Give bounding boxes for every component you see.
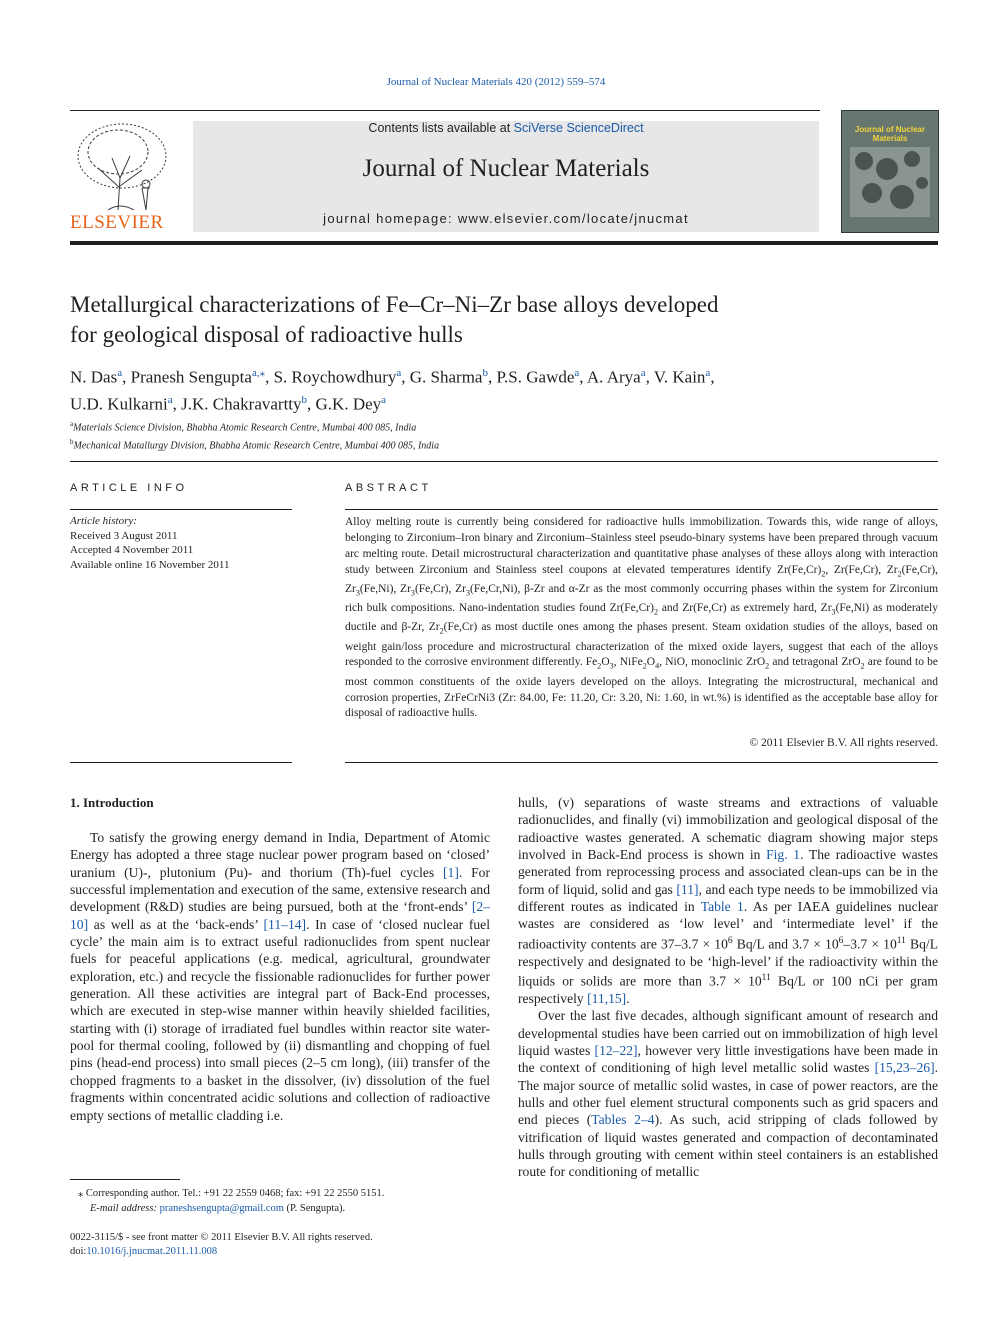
article-info-rule	[70, 509, 292, 510]
sciencedirect-link[interactable]: SciVerse ScienceDirect	[513, 121, 644, 135]
issn-line: 0022-3115/$ - see front matter © 2011 Elsevier B.V. All rights reserved.	[70, 1232, 373, 1243]
body-column-right	[518, 794, 938, 1181]
author[interactable]: S. Roychowdhury	[273, 367, 397, 387]
article-info-heading: ARTICLE INFO	[70, 482, 188, 494]
citation-link[interactable]: [11,15]	[587, 990, 627, 1006]
journal-name: Journal of Nuclear Materials	[362, 155, 650, 182]
title-line-1: Metallurgical characterizations of Fe–Cr–Ni–Zr base alloys developed	[70, 292, 719, 317]
table-link[interactable]: Table 1	[700, 899, 744, 915]
journal-cover-image	[841, 110, 939, 233]
accepted-date: Accepted 4 November 2011	[70, 544, 194, 556]
email-link[interactable]: praneshsengupta@gmail.com	[159, 1203, 284, 1214]
contents-prefix: Contents lists available at	[368, 121, 514, 135]
author-affil-sup[interactable]: a	[117, 367, 123, 379]
body-column-left	[70, 829, 490, 1124]
author[interactable]: N. Das	[70, 367, 118, 387]
citation-link[interactable]: [12–22]	[594, 1042, 638, 1058]
body-paragraph: To satisfy the growing energy demand in India, Department of Atomic Energy has adopted a three stage nuclear power program based on ‘closed’ uranium (U)-, plutonium (Pu)- and thorium (Th)-fuel cycles [1]. For successful implementation and execution of the same, extensive research and development (R&D) studies are being pursued, both at the ‘front-ends’ [2–10] as well as at the ‘back-ends’ [11–14]. In case of ‘closed nuclear fuel cycle’ the main aim is to extract useful radionuclides from spent nuclear fuels for peaceful applications (e.g. medical, agricultural, groundwater exploration, etc.) and recycle the fissionable radionuclides for further power generation. All these activities are integral part of Back-End processes, which are executed in step-wise manner within heavily shielded facilities, starting with (i) storage of irradiated fuel bundles within reactor site water-pool for thermal cooling, followed by (ii) dismantling and chopping of fuel pins (head-end process) into small pieces (2–5 cm long), (iii) transfer of the chopped fragments to a basket in the dissolver, (iv) dissolution of the fuel fragments within concentrated acidic solutions and collection of radioactive empty sections of metallic cladding i.e.	[70, 830, 491, 1123]
received-date: Received 3 August 2011	[70, 529, 178, 542]
author-affil-sup[interactable]: a	[396, 367, 402, 379]
section-rule	[70, 461, 938, 462]
author[interactable]: V. Kain	[653, 367, 706, 387]
cover-title: Journal of Nuclear Materials	[854, 125, 926, 143]
title-line-2: for geological disposal of radioactive hulls	[70, 322, 463, 347]
homepage-url[interactable]: www.elsevier.com/locate/jnucmat	[457, 211, 689, 226]
affiliation-sup: b	[70, 438, 74, 447]
email-line	[70, 1201, 384, 1216]
author[interactable]: G. Sharma	[409, 367, 483, 387]
affiliation-text: Materials Science Division, Bhabha Atomic Research Centre, Mumbai 400 085, India	[73, 422, 417, 434]
journal-citation[interactable]: Journal of Nuclear Materials 420 (2012) 559–574	[386, 76, 606, 88]
author[interactable]: U.D. Kulkarni	[70, 394, 168, 414]
figure-link[interactable]: Fig. 1	[766, 847, 801, 863]
homepage-prefix: journal homepage:	[323, 211, 458, 226]
doi-link[interactable]: 10.1016/j.jnucmat.2011.11.008	[86, 1246, 218, 1257]
history-label: Article history:	[70, 515, 137, 527]
author[interactable]: P.S. Gawde	[496, 367, 575, 387]
affiliation	[70, 417, 439, 435]
affiliation-sup: a	[70, 420, 74, 428]
journal-banner	[193, 121, 819, 232]
author-affil-sup[interactable]: a	[167, 393, 173, 406]
author-affil-sup[interactable]: b	[301, 393, 308, 406]
doi-line	[70, 1245, 373, 1259]
author-list: N. Das$^a$, Pranesh Sengupta$^{a,⁎}$, S. Roychowdhury$^a$, G. Sharma$^b$, P.S. Gawde$^a$, A. Arya$^a$, V. Kain$^a$, U.D. Kulkarni$^a$, J.K. Chakravartty$^b$, G.K. Dey$^a$	[70, 367, 715, 414]
doi-label: doi:	[70, 1246, 87, 1257]
author-affil-sup[interactable]: a	[381, 393, 387, 406]
author-affil-sup[interactable]: a,⁎	[251, 367, 266, 379]
contents-line	[193, 121, 819, 135]
publisher-name: ELSEVIER	[70, 212, 164, 233]
affiliation	[70, 435, 439, 453]
author-affil-sup[interactable]: a	[640, 367, 646, 379]
abstract-rule	[345, 509, 938, 510]
author-affil-sup[interactable]: b	[482, 367, 488, 379]
author[interactable]: Pranesh Sengupta	[130, 367, 252, 387]
abstract-rule-bottom	[345, 762, 938, 763]
citation-link[interactable]: [11]	[676, 881, 699, 897]
footnote	[70, 1186, 384, 1216]
table-link[interactable]: Tables 2–4	[591, 1112, 655, 1128]
abstract-text: Alloy melting route is currently being considered for radioactive hulls immobilization. Towards this, wide range of alloys, belonging to Zirconium–Iron binary and Zirconium–Stainless steel pseudo-binary systems have been prepared through vacuum arc melting route. Detail microstructural characterization and quantitative phase analyses of these alloys along with interaction study between Zirconium and Stainless steel coupons at elevated temperatures identify $Zr(Fe,Cr)_2$, Zr(Fe,Cr), $Zr_2(Fe,Cr)$, $Zr_3(Fe,Ni)$, $Zr_3(Fe,Cr)$, $Zr_3(Fe,Cr,Ni)$, β-Zr and α-Zr as the most commonly occurring phases within the system for Zirconium rich bulk compositions. Nano-indentation studies found $Zr(Fe,Cr)_2$ and Zr(Fe,Cr) as extremely hard, $Zr_3(Fe,Ni)$ as moderately ductile and β-Zr, $Zr_2(Fe,Cr)$ as most ductile ones among the phases present. Steam oxidation studies of the alloys, based on weight gain/loss procedure and microstructural characterization of the mixed oxide layers, suggest that each of the alloys responded to the corrosive environment differently. $Fe_2O_3$, $NiFe_2O_4$, NiO, monoclinic ZrO$_2$ and tetragonal ZrO$_2$ are found to be most common constituents of the oxide layers developed on the alloys. Integrating the microstructural, mechanical and corrosion properties, ZrFeCrNi3 (Zr: 84.00, Fe: 11.20, Cr: 3.20, Ni: 1.60, in wt.%) is identified as the acceptable base alloy for disposal of radioactive hulls.	[345, 516, 939, 720]
affiliation-text: Mechanical Matallurgy Division, Bhabha Atomic Research Centre, Mumbai 400 085, India	[73, 440, 440, 452]
header-rule	[70, 110, 820, 111]
author-affil-sup[interactable]: a	[574, 367, 580, 379]
email-label: E-mail address:	[90, 1203, 160, 1214]
corresponding-author-note: ⁎ Corresponding author. Tel.: +91 22 2559 0468; fax: +91 22 2550 5151.	[78, 1188, 385, 1199]
article-history	[70, 514, 229, 572]
citation-link[interactable]: [2–10]	[70, 899, 490, 932]
header-thick-rule	[70, 241, 938, 245]
body-paragraph: hulls, (v) separations of waste streams and extractions of valuable radionuclides, and finally (vi) immobilization and geological disposal of the radioactive wastes generated. A schematic diagram showing major steps involved in Back-End process is shown in Fig. 1. The radioactive wastes generated from reprocessing process and associated clean-ups can be in the form of liquid, solid and gas [11], and each type needs to be immobilized via different routes as indicated in Table 1. As per IAEA guidelines nuclear wastes are considered as ‘low level’ and ‘intermediate level’ if the radioactivity contents are $37-3.7 \times 10^6$ Bq/L and $3.7 \times 10^6-3.7 \times 10^{11}$ Bq/L respectively and designated to be ‘high-level’ if the radioactivity within the liquids or solids are more than $3.7 \times 10^{11}$ Bq/L or 100 nCi per gram respectively [11,15].	[518, 795, 938, 1006]
author[interactable]: A. Arya	[586, 367, 641, 387]
citation-link[interactable]: [15,23–26]	[874, 1060, 935, 1076]
author-affil-sup[interactable]: a	[705, 367, 711, 379]
author[interactable]: G.K. Dey	[315, 394, 382, 414]
body-paragraph: Over the last five decades, although significant amount of research and developmental studies have been carried out on immobilization of high level liquid wastes [12–22], however very little investigations have been made in the context of conditioning of high level metallic solid wastes [15,23–26]. The major source of metallic solid wastes, in case of power reactors, are the hulls and other fuel element structural components such as grid spacers and end pieces (Tables 2–4). As such, acid stripping of clads followed by vitrification of liquid wastes generated and compaction of decontaminated hulls through grouting with cement within steel containers is an established route for conditioning of metallic	[518, 1008, 939, 1180]
citation-link[interactable]: [11–14]	[263, 916, 307, 932]
abstract-copyright: © 2011 Elsevier B.V. All rights reserved.	[749, 737, 938, 749]
journal-homepage	[193, 211, 819, 226]
article-info-rule-bottom	[70, 762, 292, 763]
section-heading-introduction: 1. Introduction	[70, 795, 154, 810]
online-date: Available online 16 November 2011	[70, 558, 230, 571]
footnote-rule	[70, 1179, 180, 1180]
author[interactable]: J.K. Chakravartty	[181, 394, 302, 414]
citation-link[interactable]: [1]	[443, 864, 459, 880]
email-suffix: (P. Sengupta).	[283, 1203, 346, 1214]
page-footer	[70, 1231, 373, 1259]
article-title	[70, 290, 870, 350]
abstract-heading: ABSTRACT	[345, 482, 432, 494]
affiliations	[70, 417, 439, 454]
